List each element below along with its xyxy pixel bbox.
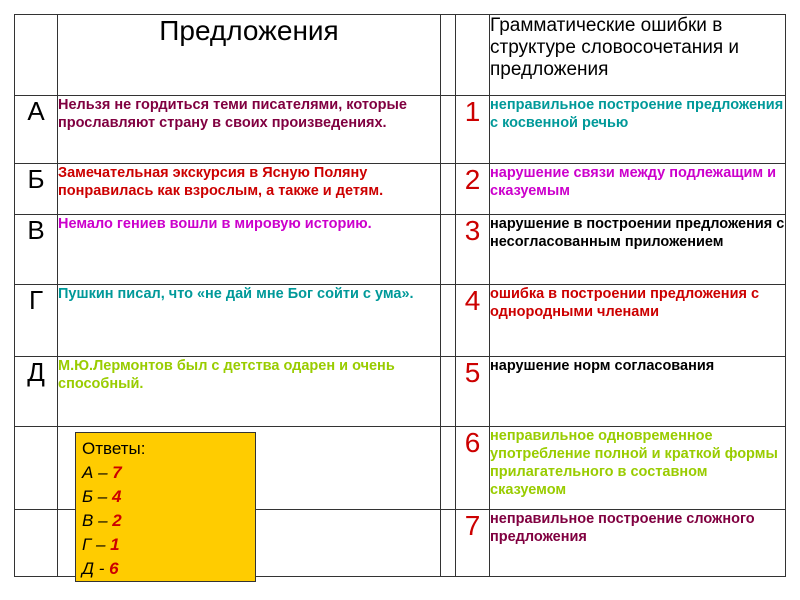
table-row (15, 215, 786, 285)
row-letter (15, 427, 58, 510)
row-sentence: М.Ю.Лермонтов был с детства одарен и очень способный. (58, 357, 441, 427)
spacer-cell (441, 357, 456, 427)
row-error: неправильное построение предложения с косвенной речью (490, 96, 786, 164)
spacer-cell (441, 510, 456, 577)
row-letter: Г (15, 285, 58, 357)
answers-box (75, 432, 256, 582)
row-error: неправильное одновременное употребление полной и краткой формы прилагательного в составном сказуемом (490, 427, 786, 510)
answer-separator: – (93, 511, 113, 530)
header-row (15, 15, 786, 96)
answer-value: 7 (112, 463, 122, 482)
row-letter: В (15, 215, 58, 285)
row-sentence: Пушкин писал, что «не дай мне Бог сойти с ума». (58, 285, 441, 357)
answer-line (82, 533, 255, 557)
row-sentence: Замечательная экскурсия в Ясную Поляну понравилась как взрослым, а также и детям. (58, 164, 441, 215)
table-row (15, 96, 786, 164)
answer-separator: – (93, 463, 113, 482)
row-letter: А (15, 96, 58, 164)
answer-line (82, 509, 255, 533)
spacer-cell (441, 15, 456, 96)
answer-separator: – (91, 535, 111, 554)
row-number: 7 (456, 510, 490, 577)
spacer-cell (441, 285, 456, 357)
table-row (15, 285, 786, 357)
answer-value: 1 (110, 535, 120, 554)
spacer-cell (441, 427, 456, 510)
row-error: нарушение в построении предложения с несогласованным приложением (490, 215, 786, 285)
answer-value: 2 (112, 511, 122, 530)
row-error: нарушение связи между подлежащим и сказуемым (490, 164, 786, 215)
answer-letter: Д (82, 559, 94, 578)
row-number: 6 (456, 427, 490, 510)
row-letter (15, 510, 58, 577)
answer-letter: А (82, 463, 94, 482)
row-number: 3 (456, 215, 490, 285)
row-number: 2 (456, 164, 490, 215)
answer-separator: – (93, 487, 112, 506)
answer-letter: В (82, 511, 94, 530)
row-error: ошибка в построении предложения с однородными членами (490, 285, 786, 357)
answer-letter: Г (82, 535, 92, 554)
header-number-cell (456, 15, 490, 96)
answer-separator: - (93, 559, 110, 578)
row-number: 5 (456, 357, 490, 427)
row-error: неправильное построение сложного предложения (490, 510, 786, 577)
answer-line (82, 557, 255, 581)
answer-value: 6 (109, 559, 119, 578)
answer-line (82, 485, 255, 509)
row-letter: Б (15, 164, 58, 215)
row-number: 4 (456, 285, 490, 357)
spacer-cell (441, 164, 456, 215)
row-sentence: Нельзя не гордиться теми писателями, которые прославляют страну в своих произведениях. (58, 96, 441, 164)
row-letter: Д (15, 357, 58, 427)
table-row (15, 164, 786, 215)
answer-letter: Б (82, 487, 94, 506)
row-error: нарушение норм согласования (490, 357, 786, 427)
spacer-cell (441, 96, 456, 164)
spacer-cell (441, 215, 456, 285)
answer-line (82, 461, 255, 485)
table-row (15, 357, 786, 427)
sentences-header: Предложения (58, 15, 441, 96)
answer-value: 4 (111, 487, 122, 506)
row-sentence: Немало гениев вошли в мировую историю. (58, 215, 441, 285)
row-number: 1 (456, 96, 490, 164)
answers-title: Ответы: (82, 439, 146, 458)
header-letter-cell (15, 15, 58, 96)
errors-header: Грамматические ошибки в структуре словосочетания и предложения (490, 15, 786, 96)
